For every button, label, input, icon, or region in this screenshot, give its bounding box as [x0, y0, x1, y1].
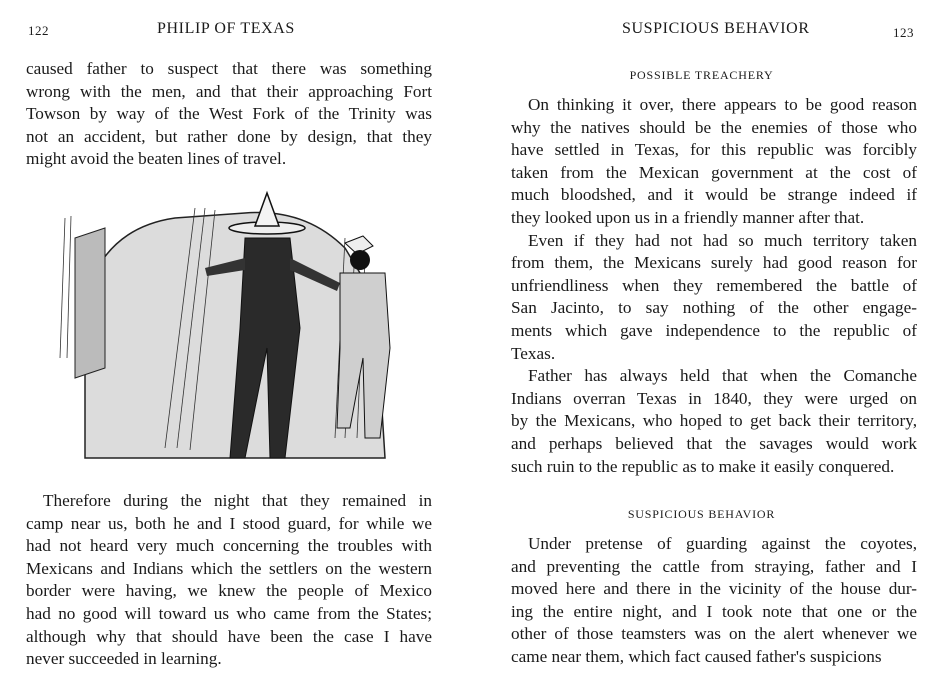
text-line: San Jacinto, to say nothing of the other engage- — [511, 298, 917, 318]
text-line: why the natives should be the enemies of those who — [511, 117, 917, 137]
text-line: and preventing the cattle from straying, father and I — [511, 556, 917, 576]
text-line: might avoid the beaten lines of travel. — [26, 149, 287, 169]
text-line: and perhaps believed that the savages would work — [511, 433, 917, 453]
paragraph — [511, 230, 917, 366]
text-line: such ruin to the republic as to make it easily conquered. — [511, 456, 895, 476]
running-head: PHILIP OF TEXAS — [157, 20, 295, 37]
section1-body — [511, 94, 917, 478]
right-page — [468, 0, 935, 683]
bottom-paragraph — [26, 490, 432, 671]
text-line: border were having, we knew the people of Mexico — [26, 581, 432, 601]
text-line: Texas. — [511, 343, 556, 363]
text-line: Indians overran Texas in 1840, they were urged on — [511, 388, 917, 408]
text-line: wrong with the men, and that their approaching Fort — [26, 81, 432, 101]
paragraph — [511, 365, 917, 478]
section-heading-possible-treachery: POSSIBLE TREACHERY — [629, 68, 774, 82]
text-line: never succeeded in learning. — [26, 649, 222, 669]
text-line: On thinking it over, there appears to be good reason — [528, 95, 917, 114]
text-line: Under pretense of guarding against the coyotes, — [528, 534, 917, 553]
page-number: 123 — [893, 25, 914, 40]
text-line: Therefore during the night that they remained in — [43, 491, 432, 510]
text-line: taken from the Mexican government at the cost of — [511, 162, 917, 182]
text-line: much bloodshed, and it would be strange indeed if — [511, 185, 917, 205]
text-line: caused father to suspect that there was something — [26, 59, 432, 78]
text-line: moved here and there in the vicinity of the house dur- — [511, 579, 917, 599]
top-paragraph — [26, 58, 432, 171]
text-line: not an accident, but rather done by design, that they — [26, 126, 432, 146]
text-line: from them, the Mexicans surely had good reason for — [511, 253, 917, 273]
page-number: 122 — [28, 23, 49, 38]
text-line: Towson by way of the West Fork of the Trinity was — [26, 104, 432, 124]
section2-body — [511, 533, 917, 669]
text-line: Even if they had not had so much territory taken — [528, 230, 917, 250]
section-heading-suspicious-behavior: SUSPICIOUS BEHAVIOR — [627, 507, 776, 521]
illustration — [45, 188, 415, 473]
text-line: ing the entire night, and I took note that one or the — [511, 601, 917, 621]
text-line: had no good will toward us who came from the States; — [26, 603, 432, 623]
text-line: Mexicans and Indians which the settlers on the western — [26, 558, 432, 578]
text-line: other of those teamsters was on the alert whenever we — [511, 624, 917, 644]
text-line: although why that should have been the case I have — [26, 626, 432, 646]
text-line: they looked upon us in a friendly manner after that. — [511, 207, 865, 227]
text-line: ments which gave independence to the republic of — [511, 320, 917, 340]
text-line: have settled in Texas, for this republic was forcibly — [511, 140, 917, 160]
running-head: SUSPICIOUS BEHAVIOR — [622, 20, 810, 37]
text-line: Father has always held that when the Comanche — [528, 366, 917, 386]
text-line: by the Mexicans, who hoped to get back their territory, — [511, 411, 917, 431]
text-line: camp near us, both he and I stood guard, for while we — [26, 513, 432, 533]
text-line: had not heard very much concerning the troubles with — [26, 536, 432, 556]
text-line: unfriendliness when they remembered the battle of — [511, 275, 917, 295]
text-line: came near them, which fact caused father's suspicions — [511, 646, 882, 666]
paragraph — [511, 94, 917, 230]
